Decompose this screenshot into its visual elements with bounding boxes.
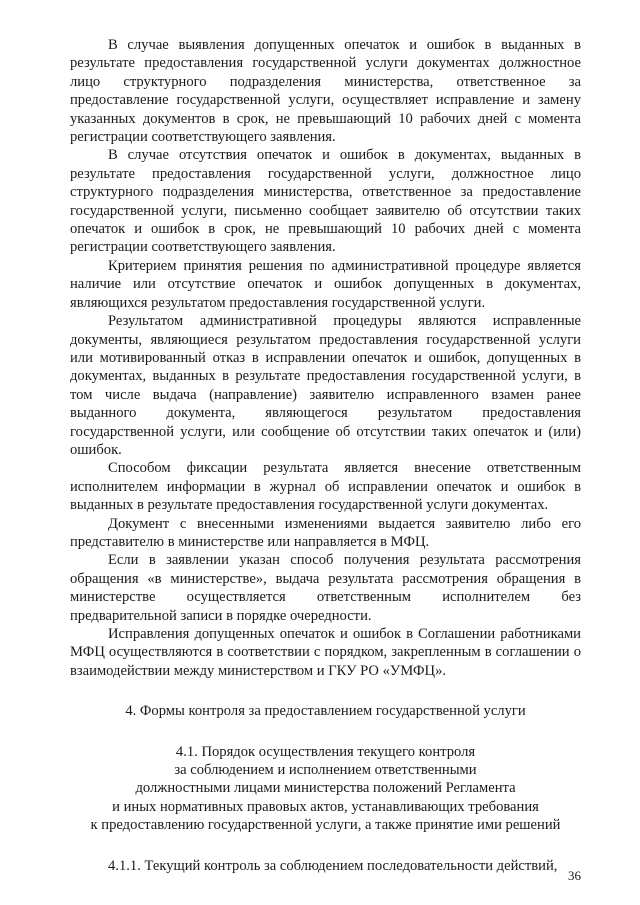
subsection-title-line: за соблюдением и исполнением ответственными xyxy=(174,762,477,779)
section-title: 4. Формы контроля за предоставлением государственной услуги xyxy=(125,703,526,720)
subsection-title-line: 4.1. Порядок осуществления текущего контроля xyxy=(175,743,476,760)
subsection-title-line: к предоставлению государственной услуги, а также принятие ими решений xyxy=(90,817,561,834)
subsection-title-line: и иных нормативных правовых актов, устанавливающих требования xyxy=(112,798,539,815)
page-number: 36 xyxy=(568,868,581,883)
subsection-title xyxy=(70,743,581,835)
paragraph-decision-criterion: Критерием принятия решения по административной процедуре является наличие или отсутствие опечаток и ошибок допущенных в документах, являющихся результатом предоставления государственной услуги. xyxy=(70,257,581,311)
paragraph-typo-correction: В случае выявления допущенных опечаток и ошибок в выданных в результате предоставления государственной услуги документах должностное лицо структурного подразделения министерства, ответственное за предоставление государственной услуги, осуществляет исправление и замену указанных документов в срок, не превышающий 10 рабочих дней с момента регистрации соответствующего заявления. xyxy=(70,37,581,146)
paragraph-current-control: 4.1.1. Текущий контроль за соблюдением последовательности действий, xyxy=(108,857,558,874)
paragraph-document-issuance: Документ с внесенными изменениями выдается заявителю либо его представителю в министерстве или направляется в МФЦ. xyxy=(70,515,581,550)
paragraph-result-recording: Способом фиксации результата является внесение ответственным исполнителем информации в журнал об исправлении опечаток и ошибок в выданных в результате предоставления государственной услуги документах. xyxy=(70,460,581,514)
paragraph-no-typos: В случае отсутствия опечаток и ошибок в документах, выданных в результате предоставления государственной услуги, должностное лицо структурного подразделения министерства, ответственное за предоставление государственной услуги, письменно сообщает заявителю об отсутствии таких опечаток и ошибок в срок, не превышающий 10 рабочих дней с момента регистрации соответствующего заявления. xyxy=(70,147,581,256)
paragraph-mfc-corrections: Исправления допущенных опечаток и ошибок в Соглашении работниками МФЦ осуществляются в соответствии с порядком, закрепленным в соглашении о взаимодействии между министерством и ГКУ РО «УМФЦ». xyxy=(70,626,581,679)
paragraph-ministry-issuance: Если в заявлении указан способ получения результата рассмотрения обращения «в министерстве», выдача результата рассмотрения обращения в министерстве осуществляется ответственным исполнителем без предварительной записи в порядке очередности. xyxy=(70,552,581,624)
paragraph-procedure-result: Результатом административной процедуры являются исправленные документы, являющиеся результатом предоставления государственной услуги или мотивированный отказ в исправлении опечаток и ошибок, допущенных в документах, выданных в результате предоставления государственной услуги, в том числе выдача (направление) заявителю исправленного взамен ранее выданного документа, являющегося результатом предоставления государственной услуги, или сообщение об отсутствии таких опечаток и (или) ошибок. xyxy=(70,313,581,458)
subsection-title-line: должностными лицами министерства положений Регламента xyxy=(135,780,516,797)
